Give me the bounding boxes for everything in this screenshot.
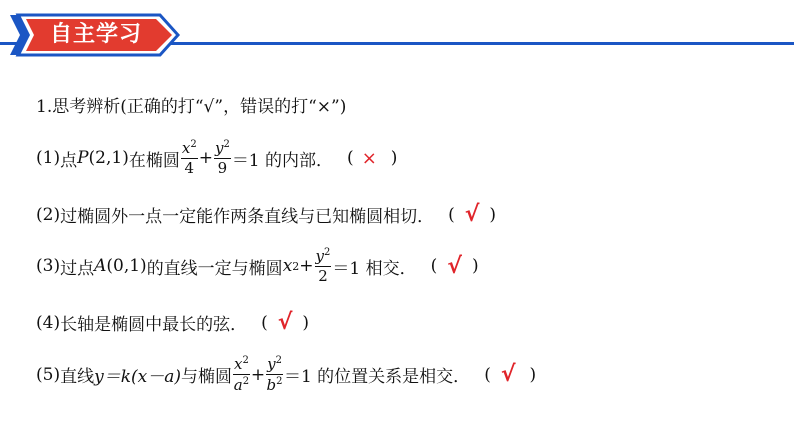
answer-paren-open: ( (448, 204, 455, 225)
fraction-y2-over-2: $\frac{y^2}{2}$ (315, 247, 331, 285)
answer-paren-open: ( (261, 312, 268, 333)
section-banner (10, 11, 180, 59)
item-text: 点 (60, 150, 78, 171)
fraction-y2-over-b2: $\frac{y^2}{b^2}$ (266, 355, 283, 394)
answer-paren-open: ( (347, 148, 354, 168)
item-text: ＝1 的内部． (231, 150, 334, 171)
list-item (36, 140, 397, 176)
answer-paren-close: ) (390, 148, 398, 168)
cross-mark-icon: × (361, 147, 377, 169)
fraction-y2-over-9: $\frac{y^2}{9}$ (214, 139, 230, 177)
item-text: 过椭圆外一点一定能作两条直线与已知椭圆相切． (60, 207, 435, 227)
item-number: (1) (36, 148, 61, 168)
section-title: 自主学习 (49, 22, 142, 47)
point-label: P (77, 148, 89, 168)
item-text: 与椭圆 (181, 367, 232, 387)
point-label: A (94, 256, 107, 276)
item-text: 过点 (60, 258, 95, 279)
item-text: 长轴是椭圆中最长的弦． (60, 315, 248, 335)
check-mark-icon: √ (277, 310, 293, 335)
answer-paren-close: ) (489, 204, 497, 225)
list-item (36, 202, 496, 227)
plus-sign: + (198, 148, 213, 168)
item-text: 直线 (60, 367, 95, 387)
answer-paren-close: ) (471, 256, 479, 276)
answer-paren-close: ) (529, 364, 537, 385)
item-number: (5) (36, 364, 61, 385)
item-number: (4) (36, 312, 61, 333)
var-x: x (282, 256, 293, 276)
item-number: (2) (36, 204, 61, 225)
list-item (36, 310, 309, 335)
list-item (36, 356, 536, 393)
list-item: (3) 过点 A (0,1) 的直线一定与椭圆 x 2 + $\frac{y^2}{2}$ ＝1 相交． ( √ ) (36, 247, 479, 285)
plus-sign: + (299, 256, 314, 276)
intro-text: 1.思考辨析(正确的打“√”，错误的打“×”) (36, 97, 347, 117)
item-number: (3) (36, 256, 61, 276)
plus-sign: + (250, 364, 266, 385)
item-text: ＝1 相交． (332, 258, 417, 279)
answer-paren-open: ( (430, 256, 438, 276)
item-text: ＝1 的位置关系是相交． (283, 367, 471, 387)
answer-paren-close: ) (302, 312, 310, 333)
check-mark-icon: √ (464, 202, 480, 227)
check-mark-icon: √ (500, 362, 516, 387)
answer-paren-open: ( (484, 364, 491, 385)
fraction-x2-over-4: $\frac{x^2}{4}$ (181, 139, 197, 177)
question-intro (36, 92, 346, 117)
item-text: 的直线一定与椭圆 (146, 258, 283, 279)
item-text: 在椭圆 (128, 150, 180, 171)
point-coord: (0,1) (106, 256, 147, 276)
point-coord: (2,1) (88, 148, 129, 168)
fraction-x2-over-a2: $\frac{x^2}{a^2}$ (233, 355, 250, 394)
check-mark-icon: √ (447, 253, 462, 279)
line-equation: y＝k(x－a) (94, 367, 181, 387)
